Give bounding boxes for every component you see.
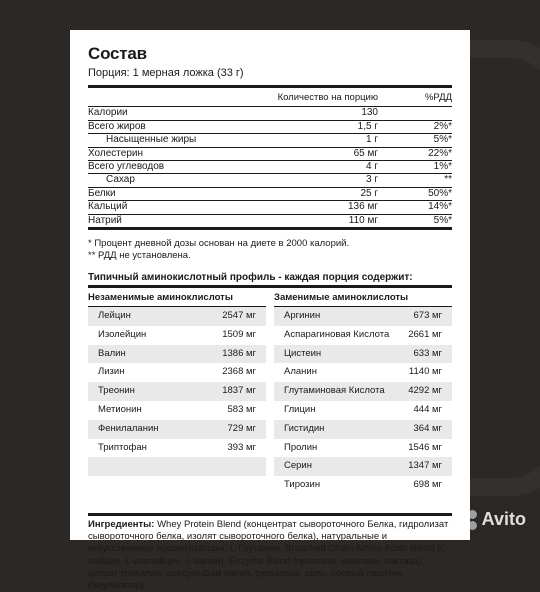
- amino-value: 364 мг: [413, 422, 442, 434]
- nutrition-table: [88, 107, 452, 230]
- nutrient-name: Калории: [88, 107, 128, 119]
- amino-name: Фенилаланин: [98, 422, 159, 434]
- ingredients: [88, 513, 452, 592]
- amino-row: [274, 476, 452, 495]
- amino-row: [88, 439, 266, 458]
- amino-value: 2661 мг: [408, 328, 442, 340]
- amino-value: 444 мг: [413, 404, 442, 416]
- amino-value: 1509 мг: [222, 328, 256, 340]
- nutrient-amount: 65 мг: [353, 147, 378, 159]
- amino-profile-title: Типичный аминокислотный профиль - каждая порция содержит:: [88, 272, 452, 288]
- nutrient-name: Насыщенные жиры: [106, 134, 197, 146]
- amino-row: [274, 345, 452, 364]
- amino-value: 1140 мг: [408, 366, 442, 378]
- amino-filler: [88, 476, 266, 495]
- nutrient-pct: 22%*: [428, 147, 452, 159]
- amino-value: 673 мг: [413, 310, 442, 322]
- amino-value: 698 мг: [413, 479, 442, 491]
- nutrient-amount: 136 мг: [348, 201, 378, 213]
- essential-amino-column: [88, 291, 266, 495]
- nutrient-amount: 130: [361, 107, 378, 119]
- amino-row: [88, 326, 266, 345]
- amino-value: 633 мг: [413, 347, 442, 359]
- nutrient-amount: 3 г: [366, 174, 378, 186]
- nutrition-label-card: [70, 30, 470, 592]
- label-title: Состав: [88, 44, 147, 63]
- nutrition-table-header: [88, 88, 452, 107]
- nutrition-row: [88, 148, 452, 161]
- amino-row: [274, 363, 452, 382]
- amino-name: Цистеин: [284, 347, 322, 359]
- amino-row: [88, 345, 266, 364]
- nutrient-amount: 4 г: [366, 161, 378, 173]
- header-amount: Количество на порцию: [277, 92, 378, 103]
- nutrition-row: [88, 121, 452, 134]
- nutrient-pct: **: [444, 174, 452, 186]
- amino-name: Аргинин: [284, 310, 321, 322]
- amino-name: Треонин: [98, 385, 135, 397]
- footnote-2: ** РДД не установлена.: [88, 250, 191, 262]
- nutrient-name: Натрий: [88, 214, 122, 226]
- amino-name: Тирозин: [284, 479, 321, 491]
- nutrient-pct: 5%*: [433, 134, 452, 146]
- amino-row: [88, 401, 266, 420]
- amino-name: Лейцин: [98, 310, 131, 322]
- amino-value: 1837 мг: [222, 385, 256, 397]
- nutrition-row: [88, 134, 452, 147]
- amino-name: Лизин: [98, 366, 125, 378]
- footnotes: [88, 238, 452, 262]
- nutrient-amount: 110 мг: [348, 214, 378, 226]
- amino-value: 2547 мг: [222, 310, 256, 322]
- amino-name: Глутаминовая Кислота: [284, 385, 385, 397]
- amino-value: 393 мг: [227, 441, 256, 453]
- serving-size: Порция: 1 мерная ложка (33 г): [88, 67, 244, 79]
- amino-value: 1386 мг: [222, 347, 256, 359]
- amino-name: Валин: [98, 347, 126, 359]
- footnote-1: * Процент дневной дозы основан на диете в 2000 калорий.: [88, 238, 350, 250]
- avito-watermark-text: Avito: [481, 509, 526, 529]
- amino-value: 729 мг: [227, 422, 256, 434]
- amino-profile: [88, 291, 452, 495]
- nutrient-name: Холестерин: [88, 147, 143, 159]
- essential-amino-header: Незаменимые аминоклислоты: [88, 291, 266, 307]
- amino-name: Серин: [284, 460, 312, 472]
- amino-row: [274, 439, 452, 458]
- nutrition-row: [88, 188, 452, 201]
- amino-row: [274, 307, 452, 326]
- amino-row: [88, 420, 266, 439]
- nutrient-pct: 1%*: [433, 161, 452, 173]
- amino-row: [274, 457, 452, 476]
- amino-row: [274, 420, 452, 439]
- nonessential-amino-column: [274, 291, 452, 495]
- amino-name: Пролин: [284, 441, 318, 453]
- nutrient-pct: 50%*: [428, 187, 452, 199]
- amino-row: [274, 326, 452, 345]
- avito-logo-icon: [457, 510, 477, 530]
- amino-row: [274, 401, 452, 420]
- amino-row: [88, 382, 266, 401]
- amino-name: Аспарагиновая Кислота: [284, 328, 390, 340]
- nonessential-amino-header: Заменимые аминоклислоты: [274, 291, 452, 307]
- nutrient-amount: 1,5 г: [357, 120, 378, 132]
- nutrient-pct: 14%*: [428, 201, 452, 213]
- amino-value: 583 мг: [227, 404, 256, 416]
- nutrient-pct: 5%*: [433, 214, 452, 226]
- amino-row: [88, 307, 266, 326]
- amino-name: Триптофан: [98, 441, 147, 453]
- nutrition-row: [88, 161, 452, 174]
- amino-row: [88, 363, 266, 382]
- nutrient-name: Сахар: [106, 174, 135, 186]
- ingredients-text: Whey Protein Blend (концентрат сывороточного Белка, гидролизат сывороточного белка, изолят сывороточного белка), натуральные и искусственные ароматизаторы, L-Глутамин, Branched Chain Amino Acids Blend (L-лейцин, L-изолейцин, L-валин), Enzyme Blend (протеаза, амилаза, лактаза), цитрат трикалия, ацесульфам калия, сукралоза, соль, соевый лецитин (эмульгатор).: [88, 519, 449, 592]
- nutrient-name: Всего углеводов: [88, 161, 165, 173]
- amino-name: Глицин: [284, 404, 316, 416]
- nutrient-name: Кальций: [88, 201, 128, 213]
- nutrient-name: Белки: [88, 187, 116, 199]
- nutrition-row: [88, 107, 452, 120]
- nutrition-row: [88, 215, 452, 230]
- amino-value: 1347 мг: [408, 460, 442, 472]
- amino-value: 1546 мг: [408, 441, 442, 453]
- amino-name: Метионин: [98, 404, 142, 416]
- nutrition-row: [88, 201, 452, 214]
- nutrient-pct: 2%*: [433, 120, 452, 132]
- amino-value: 2368 мг: [222, 366, 256, 378]
- avito-watermark: [457, 509, 526, 530]
- header-pct: %РДД: [424, 92, 452, 103]
- nutrient-pct: [392, 107, 452, 119]
- nutrition-row: [88, 174, 452, 187]
- amino-row: [274, 382, 452, 401]
- amino-name: Гистидин: [284, 422, 325, 434]
- nutrient-name: Всего жиров: [88, 120, 146, 132]
- amino-name: Изолейцин: [98, 328, 147, 340]
- amino-name: Аланин: [284, 366, 317, 378]
- nutrient-amount: 1 г: [366, 134, 378, 146]
- nutrient-amount: 25 г: [360, 187, 378, 199]
- amino-value: 4292 мг: [408, 385, 442, 397]
- amino-filler: [88, 457, 266, 476]
- ingredients-label: Ингредиенты:: [88, 519, 155, 531]
